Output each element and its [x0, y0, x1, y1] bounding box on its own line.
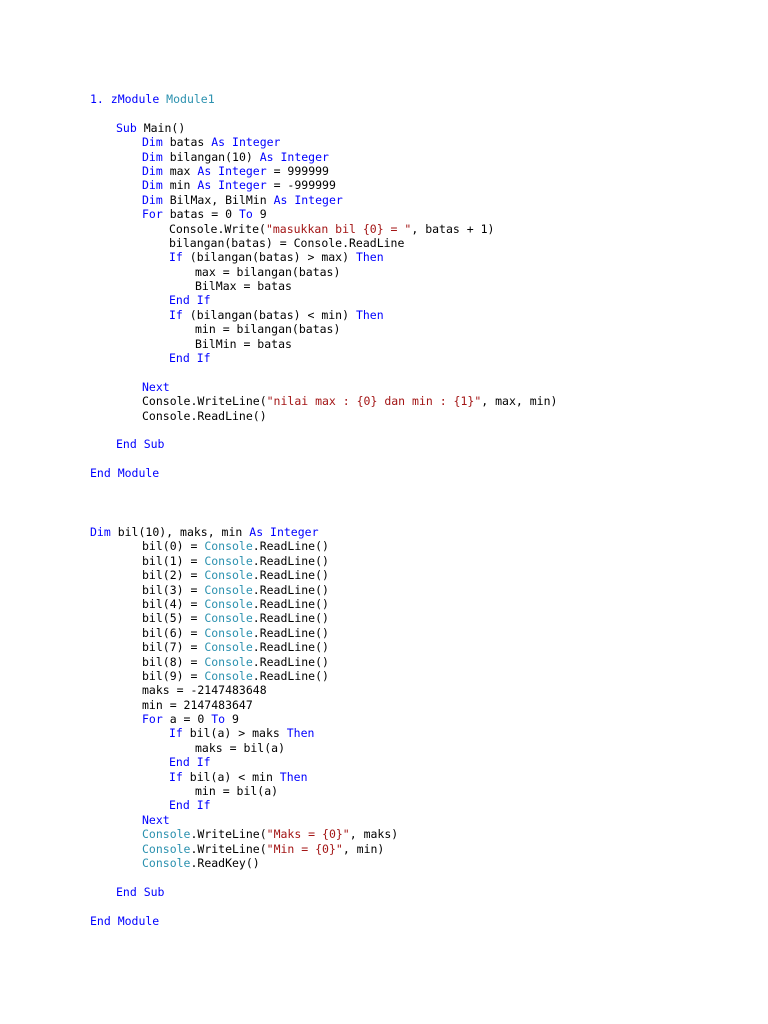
type-token: Console — [204, 539, 253, 554]
code-line — [90, 539, 398, 553]
code-text: min = bilangan(batas) — [195, 322, 341, 337]
code-text: .ReadLine() — [252, 640, 329, 655]
code-text: min — [169, 178, 198, 193]
code-line — [90, 583, 398, 597]
code-line — [90, 222, 557, 236]
code-text: max = bilangan(batas) — [195, 264, 341, 279]
code-text: (bilangan(batas) < min) — [189, 307, 356, 322]
code-line — [90, 466, 557, 480]
code-text: batas — [169, 135, 212, 150]
type-token: Console — [142, 827, 191, 842]
code-line — [90, 207, 557, 221]
code-line — [90, 626, 398, 640]
code-text: bilangan(10) — [169, 149, 260, 164]
keyword-token: End Module — [90, 466, 160, 481]
blank-line — [90, 365, 557, 379]
code-text: 9 — [232, 712, 239, 727]
keyword-token: Dim — [142, 163, 170, 178]
code-text: .WriteLine( — [190, 841, 267, 856]
code-text: bil(10), maks, min — [117, 525, 250, 539]
code-text: bil(a) > maks — [189, 726, 287, 741]
code-line — [90, 914, 398, 928]
code-text: .ReadLine() — [252, 611, 329, 626]
keyword-token: Then — [355, 307, 384, 322]
keyword-token: Then — [286, 726, 315, 741]
keyword-token: If — [169, 250, 190, 265]
keyword-token: End If — [169, 293, 211, 308]
code-line — [90, 164, 557, 178]
code-text: a = 0 — [169, 712, 212, 727]
keyword-token: As Integer — [259, 149, 329, 164]
keyword-token: Next — [142, 379, 170, 394]
code-block-module1 — [90, 92, 557, 481]
keyword-token: Then — [355, 250, 384, 265]
keyword-token: Dim — [90, 525, 118, 539]
code-block-bil — [90, 525, 398, 928]
code-text: .ReadKey() — [190, 855, 260, 870]
code-line — [90, 856, 398, 870]
code-line — [90, 394, 557, 408]
keyword-token: Sub — [116, 120, 144, 135]
code-text: .ReadLine() — [252, 582, 329, 597]
code-line — [90, 842, 398, 856]
code-text: bil(2) = — [142, 568, 205, 583]
code-line — [90, 121, 557, 135]
code-line — [90, 741, 398, 755]
code-line — [90, 640, 398, 654]
type-token: Console — [142, 841, 191, 856]
code-text: bil(1) = — [142, 553, 205, 568]
keyword-token: Then — [279, 769, 308, 784]
code-text: .ReadLine() — [252, 668, 329, 683]
code-text: .ReadLine() — [252, 654, 329, 669]
keyword-token: For — [142, 207, 170, 222]
code-line — [90, 322, 557, 336]
type-token: Console — [204, 611, 253, 626]
code-text: = 999999 — [266, 163, 329, 178]
code-text: bil(8) = — [142, 654, 205, 669]
code-text: bil(5) = — [142, 611, 205, 626]
code-line — [90, 178, 557, 192]
code-line — [90, 92, 557, 106]
code-text: bil(a) < min — [189, 769, 280, 784]
code-text: min = bil(a) — [195, 784, 279, 799]
code-text: Console.ReadLine() — [142, 408, 267, 423]
type-token: Module1 — [166, 92, 215, 106]
code-line — [90, 193, 557, 207]
code-text: min = 2147483647 — [142, 697, 253, 712]
code-line — [90, 813, 398, 827]
string-literal: "Maks = {0}" — [266, 827, 350, 842]
code-line — [90, 308, 557, 322]
code-text: Console.Write( — [169, 221, 266, 236]
type-token: Console — [204, 668, 253, 683]
code-line — [90, 525, 398, 539]
code-text: bil(3) = — [142, 582, 205, 597]
code-text: bilangan(batas) = Console.ReadLine — [169, 235, 405, 250]
type-token: Console — [204, 596, 253, 611]
blank-line — [90, 423, 557, 437]
keyword-token: Dim — [142, 178, 170, 193]
keyword-token: As Integer — [211, 135, 281, 150]
code-line — [90, 784, 398, 798]
keyword-token: As Integer — [197, 163, 267, 178]
code-text: bil(6) = — [142, 625, 205, 640]
keyword-token: Dim — [142, 192, 170, 207]
code-text: Console.WriteLine( — [142, 394, 267, 409]
code-line — [90, 798, 398, 812]
code-line — [90, 150, 557, 164]
type-token: Console — [204, 640, 253, 655]
code-text: , maks) — [349, 827, 399, 842]
code-line — [90, 265, 557, 279]
type-token: Console — [204, 625, 253, 640]
string-literal: "masukkan bil {0} = " — [265, 221, 412, 236]
code-line — [90, 885, 398, 899]
code-line — [90, 236, 557, 250]
keyword-token: End If — [169, 351, 211, 366]
code-line — [90, 827, 398, 841]
keyword-token: zModule — [110, 92, 167, 106]
code-text: , max, min) — [481, 394, 558, 409]
code-text: , min) — [342, 841, 385, 856]
code-text: , batas + 1) — [411, 221, 495, 236]
code-text: bil(4) = — [142, 596, 205, 611]
string-literal: "Min = {0}" — [266, 841, 343, 856]
code-text: .ReadLine() — [252, 596, 329, 611]
keyword-token: End Module — [90, 913, 160, 928]
keyword-token: To — [238, 207, 260, 222]
code-line — [90, 293, 557, 307]
code-line — [90, 655, 398, 669]
keyword-token: End If — [169, 798, 211, 813]
type-token: Console — [204, 568, 253, 583]
code-line — [90, 250, 557, 264]
code-text: 9 — [259, 207, 267, 222]
code-text: .ReadLine() — [252, 539, 329, 554]
code-line — [90, 698, 398, 712]
keyword-token: Dim — [142, 135, 170, 150]
keyword-token: As Integer — [273, 192, 343, 207]
code-line — [90, 770, 398, 784]
blank-line — [90, 452, 557, 466]
keyword-token: For — [142, 712, 170, 727]
code-line — [90, 755, 398, 769]
code-text: bil(9) = — [142, 668, 205, 683]
code-line — [90, 568, 398, 582]
code-text: BilMax, BilMin — [169, 192, 274, 207]
code-text: maks = -2147483648 — [142, 683, 267, 698]
code-text: .ReadLine() — [252, 625, 329, 640]
code-line — [90, 726, 398, 740]
code-line — [90, 554, 398, 568]
code-text: BilMin = batas — [195, 336, 292, 351]
code-line — [90, 279, 557, 293]
code-text: batas = 0 — [169, 207, 239, 222]
code-line — [90, 409, 557, 423]
keyword-token: End If — [169, 755, 211, 770]
code-text: .ReadLine() — [252, 568, 329, 583]
string-literal: "nilai max : {0} dan min : {1}" — [266, 394, 482, 409]
code-text: bil(7) = — [142, 640, 205, 655]
keyword-token: As Integer — [249, 525, 319, 539]
keyword-token: Dim — [142, 149, 170, 164]
list-number: 1. — [90, 92, 111, 106]
keyword-token: If — [169, 307, 190, 322]
code-line — [90, 337, 557, 351]
blank-line — [90, 899, 398, 913]
type-token: Console — [204, 553, 253, 568]
code-line — [90, 135, 557, 149]
keyword-token: End Sub — [116, 437, 165, 452]
code-line — [90, 351, 557, 365]
code-line — [90, 669, 398, 683]
type-token: Console — [142, 855, 191, 870]
keyword-token: If — [169, 726, 190, 741]
code-text: .WriteLine( — [190, 827, 267, 842]
code-text: bil(0) = — [142, 539, 205, 554]
keyword-token: End Sub — [116, 884, 165, 899]
keyword-token: Next — [142, 812, 170, 827]
blank-line — [90, 870, 398, 884]
code-text: Main() — [143, 120, 186, 135]
code-line — [90, 611, 398, 625]
code-line — [90, 712, 398, 726]
type-token: Console — [204, 582, 253, 597]
code-text: BilMax = batas — [195, 279, 292, 294]
code-text: maks = bil(a) — [195, 740, 286, 755]
keyword-token: As Integer — [197, 178, 267, 193]
code-line — [90, 597, 398, 611]
blank-line — [90, 106, 557, 120]
code-line — [90, 683, 398, 697]
code-text: = -999999 — [266, 178, 336, 193]
keyword-token: If — [169, 769, 190, 784]
code-line — [90, 380, 557, 394]
code-line — [90, 437, 557, 451]
keyword-token: To — [211, 712, 233, 727]
type-token: Console — [204, 654, 253, 669]
code-text: (bilangan(batas) > max) — [189, 250, 356, 265]
code-text: .ReadLine() — [252, 553, 329, 568]
code-text: max — [169, 163, 198, 178]
